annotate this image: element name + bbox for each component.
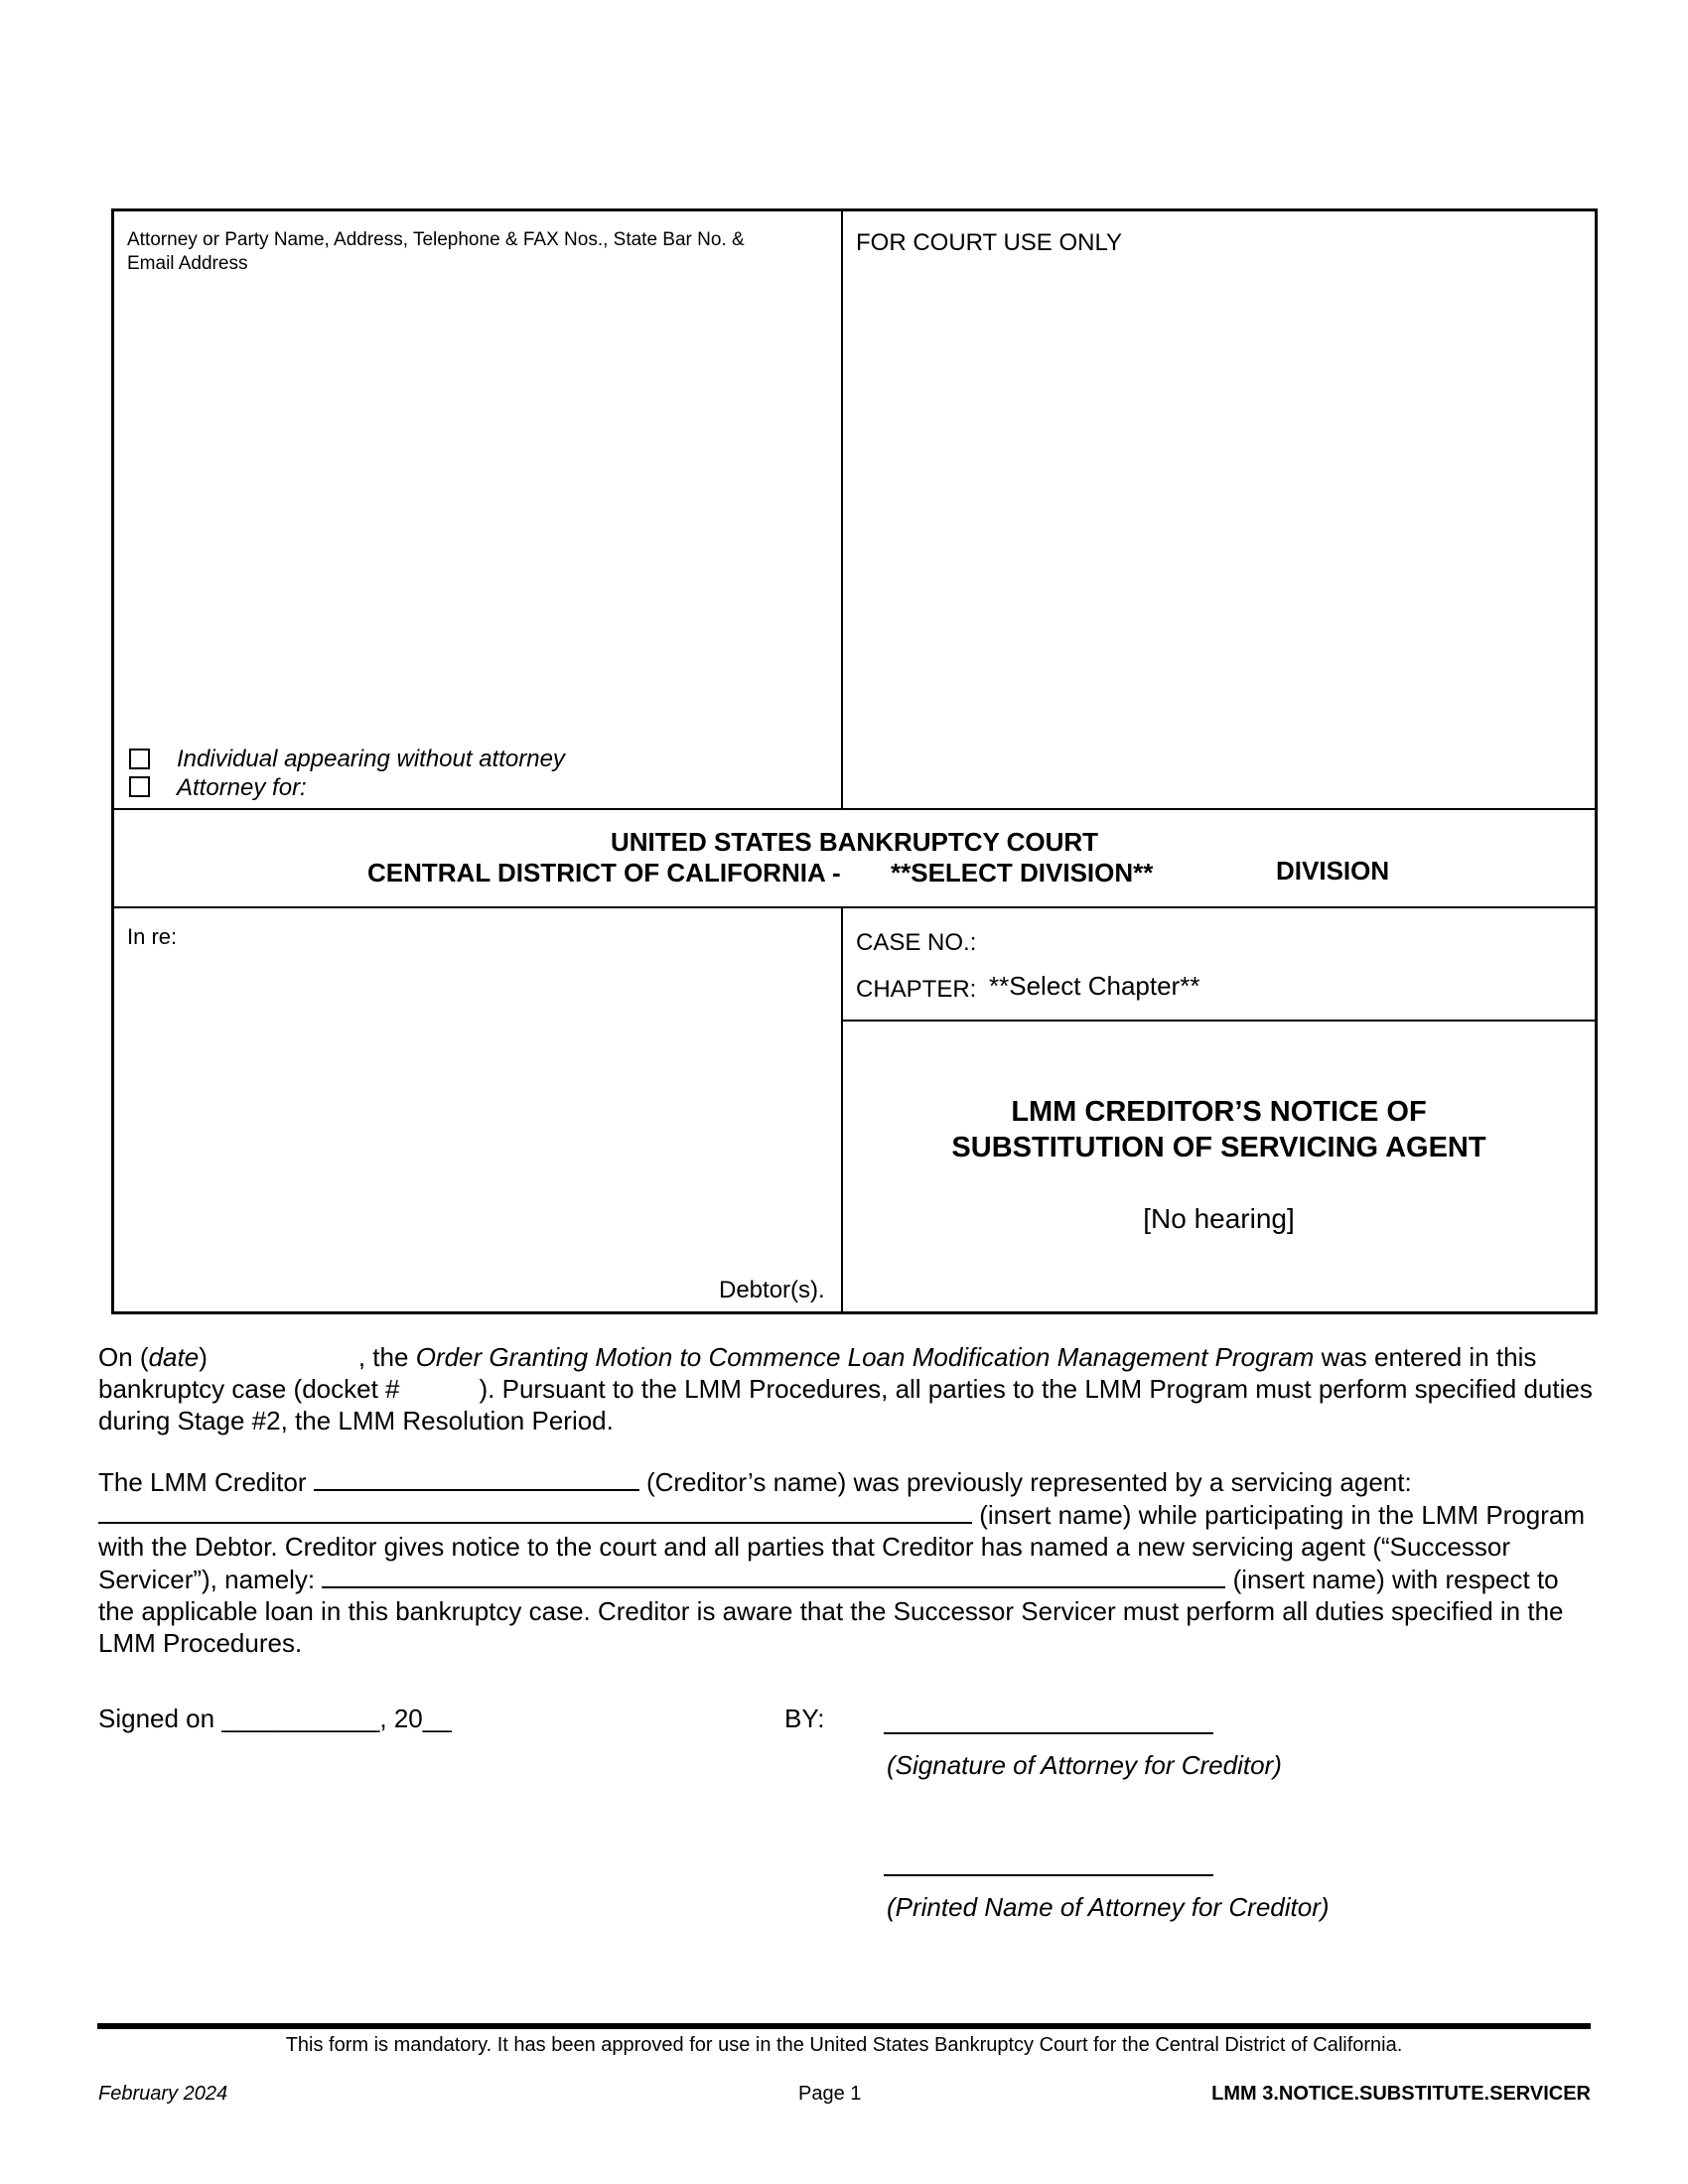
by-label: BY: xyxy=(784,1704,825,1733)
successor-servicer-field[interactable] xyxy=(322,1563,1225,1588)
division-select[interactable]: **SELECT DIVISION** xyxy=(891,858,1154,887)
court-name: UNITED STATES BANKRUPTCY COURT xyxy=(610,827,1099,857)
caption-divider-top xyxy=(841,210,843,809)
signature-line[interactable] xyxy=(884,1732,1213,1734)
p2-text-1: The LMM Creditor xyxy=(98,1467,314,1497)
p1-text-4: was entered in this bankruptcy case (docket # xyxy=(98,1342,1537,1404)
paragraph-order-entered xyxy=(98,1341,1598,1436)
attorney-for-checkbox[interactable] xyxy=(129,776,150,797)
p1-date-word: date xyxy=(148,1342,200,1372)
document-title-line-2: SUBSTITUTION OF SERVICING AGENT xyxy=(951,1132,1486,1163)
footer-page: Page 1 xyxy=(798,2083,862,2105)
signed-on-line[interactable]: Signed on ___________, 20__ xyxy=(98,1704,452,1733)
in-re-label: In re: xyxy=(127,924,178,949)
hearing-note: [No hearing] xyxy=(1143,1203,1295,1234)
individual-checkbox-label: Individual appearing without attorney xyxy=(177,746,565,772)
paragraph-servicer xyxy=(98,1465,1598,1659)
document-title xyxy=(842,1094,1596,1165)
attorney-label-line-2: Email Address xyxy=(127,253,248,274)
signature-caption: (Signature of Attorney for Creditor) xyxy=(887,1750,1282,1780)
p1-text-2: ) xyxy=(199,1342,208,1372)
individual-checkbox[interactable] xyxy=(129,749,150,769)
footer-rule xyxy=(97,2023,1591,2029)
p2-text-4: (insert name) with respect to the applicable loan in this bankruptcy case. Creditor is aware that the Successor Servicer must perform all duties specified in the LMM Procedures. xyxy=(98,1565,1564,1658)
footer-date: February 2024 xyxy=(98,2083,228,2105)
document-title-line-1: LMM CREDITOR’S NOTICE OF xyxy=(1011,1096,1427,1128)
attorney-label xyxy=(127,228,832,276)
attorney-for-label: Attorney for: xyxy=(177,774,307,801)
case-no-label: CASE NO.: xyxy=(856,929,977,956)
footer-form-id: LMM 3.NOTICE.SUBSTITUTE.SERVICER xyxy=(1211,2083,1591,2105)
p2-text-2: (Creditor’s name) was previously represented by a servicing agent: xyxy=(638,1467,1412,1497)
caption-rule-2 xyxy=(113,906,1596,908)
p1-order-title: Order Granting Motion to Commence Loan Modification Management Program xyxy=(415,1342,1315,1372)
chapter-select[interactable]: **Select Chapter** xyxy=(989,971,1200,1001)
printed-name-caption: (Printed Name of Attorney for Creditor) xyxy=(887,1892,1330,1922)
court-use-label: FOR COURT USE ONLY xyxy=(856,229,1123,256)
p1-text-5: ). Pursuant to the LMM Procedures, all parties to the LMM Program must perform specified duties during Stage #2, the LMM Resolution Period. xyxy=(98,1374,1593,1435)
debtors-label: Debtor(s). xyxy=(719,1277,825,1303)
caption-rule-1 xyxy=(113,808,1596,810)
attorney-label-line-1: Attorney or Party Name, Address, Telephone & FAX Nos., State Bar No. & xyxy=(127,229,745,250)
creditor-name-field[interactable] xyxy=(314,1465,639,1491)
p1-text-1: On ( xyxy=(98,1342,149,1372)
p1-text-3: , the xyxy=(357,1342,416,1372)
chapter-label: CHAPTER: xyxy=(856,976,977,1003)
printed-name-line[interactable] xyxy=(884,1874,1213,1876)
p2-text-3: (insert name) while participating in the LMM Program with the Debtor. Creditor gives notice to the court and all parties that Creditor has named a new servicing agent (“Successor Servicer”), namely: xyxy=(98,1500,1586,1594)
division-label: DIVISION xyxy=(1276,856,1390,886)
district-name: CENTRAL DISTRICT OF CALIFORNIA - xyxy=(367,858,841,887)
caption-rule-3 xyxy=(842,1020,1596,1022)
footer-notice: This form is mandatory. It has been approved for use in the United States Bankruptcy Court for the Central District of California. xyxy=(285,2034,1403,2056)
prior-servicer-field[interactable] xyxy=(98,1498,972,1524)
